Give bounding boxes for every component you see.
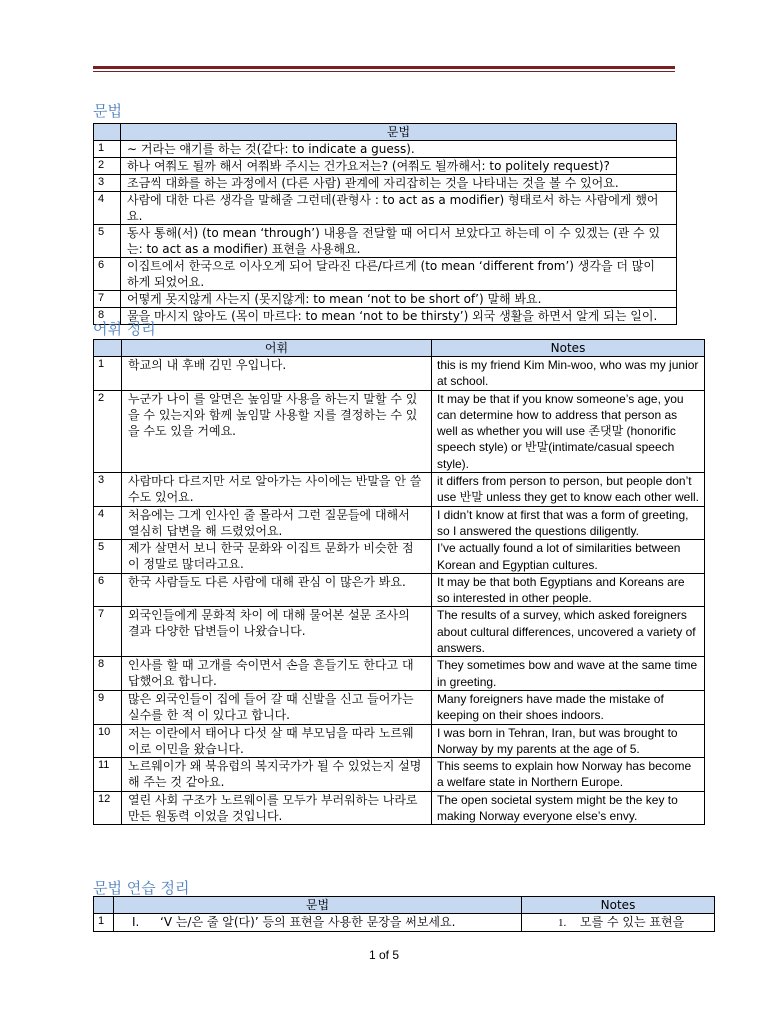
grammar-row (94, 175, 677, 192)
row-number: 6 (94, 573, 122, 607)
vocab-note: It may be that both Egyptians and Koreans are so interested in other people. (432, 573, 705, 607)
vocab-row (94, 690, 705, 724)
extra-table-header-kr: 문법 (114, 897, 522, 914)
vocab-note: I was born in Tehran, Iran, but was brought to Norway by my parents at the age of 5. (432, 724, 705, 758)
vocab-row (94, 390, 705, 472)
row-number: 9 (94, 690, 122, 724)
grammar-text: 물을 마시지 않아도 (목이 마르다: to mean ‘not to be thirsty’) 외국 생활을 하면서 알게 되는 일이. (121, 308, 677, 325)
extra-item-text: ‘V 는/은 줄 알(다)’ 등의 표현을 사용한 문장을 써보세요. (160, 915, 456, 929)
vocab-note: They sometimes bow and wave at the same time in greeting. (432, 657, 705, 691)
grammar-table-blank-header (94, 124, 121, 141)
vocab-sentence: 사람마다 다르지만 서로 알아가는 사이에는 반말을 안 쓸 수도 있어요. (122, 473, 432, 507)
row-number: 7 (94, 607, 122, 657)
vocab-table-header-kr: 어휘 (122, 340, 432, 357)
vocab-note: I’ve actually found a lot of similarities between Korean and Egyptian cultures. (432, 540, 705, 574)
row-number: 1 (94, 357, 122, 391)
grammar-row (94, 192, 677, 225)
vocab-note: Many foreigners have made the mistake of keeping on their shoes indoors. (432, 690, 705, 724)
row-number: 6 (94, 258, 121, 291)
extra-table-blank-header (94, 897, 114, 914)
grammar-text: 사람에 대한 다른 생각을 말해줄 그런데(관형사 : to act as a modifier) 형태로서 하는 사람에게 했어요. (121, 192, 677, 225)
grammar-rows (94, 141, 677, 325)
extra-note (522, 914, 715, 932)
row-number: 12 (94, 791, 122, 825)
vocab-sentence: 학교의 내 후배 김민 우입니다. (122, 357, 432, 391)
row-number: 4 (94, 192, 121, 225)
vocab-row (94, 357, 705, 391)
row-number: 1 (94, 914, 114, 932)
grammar-row (94, 141, 677, 158)
row-number: 5 (94, 225, 121, 258)
vocab-sentence: 많은 외국인들이 집에 들어 갈 때 신발을 신고 들어가는 실수를 한 적 이 있다고 합니다. (122, 690, 432, 724)
vocab-sentence: 열린 사회 구조가 노르웨이를 모두가 부러워하는 나라로 만든 원동력 이었을 것입니다. (122, 791, 432, 825)
vocab-sentence: 외국인들에게 문화적 차이 에 대해 물어본 설문 조사의 결과 다양한 답변들이 나왔습니다. (122, 607, 432, 657)
vocab-table-header-notes: Notes (432, 340, 705, 357)
row-number: 8 (94, 657, 122, 691)
extra-row (94, 914, 715, 932)
vocab-row (94, 607, 705, 657)
vocab-row (94, 506, 705, 540)
row-number: 10 (94, 724, 122, 758)
grammar-section-title: 문법 (93, 102, 122, 120)
row-number: 11 (94, 758, 122, 792)
row-number: 7 (94, 291, 121, 308)
grammar-row (94, 225, 677, 258)
row-number: 3 (94, 473, 122, 507)
vocab-row (94, 724, 705, 758)
vocab-sentence: 한국 사람들도 다른 사람에 대해 관심 이 많은가 봐요. (122, 573, 432, 607)
note-number: 1. (558, 917, 567, 929)
vocab-row (94, 540, 705, 574)
extra-section-title: 문법 연습 정리 (93, 879, 190, 897)
grammar-row (94, 291, 677, 308)
vocab-note: it differs from person to person, but people don’t use 반말 unless they get to know each other well. (432, 473, 705, 507)
grammar-row (94, 308, 677, 325)
grammar-text: 어떻게 못지않게 사는지 (못지않게: to mean ‘not to be short of’) 말해 봐요. (121, 291, 677, 308)
vocab-table-blank-header (94, 340, 122, 357)
extra-note-text: 모를 수 있는 표현을 (580, 915, 685, 929)
roman-numeral: I. (132, 915, 140, 929)
row-number: 5 (94, 540, 122, 574)
vocab-note: This seems to explain how Norway has become a welfare state in Northern Europe. (432, 758, 705, 792)
grammar-table-header: 문법 (121, 124, 677, 141)
vocab-table (93, 339, 705, 825)
row-number: 2 (94, 390, 122, 472)
vocab-section-title: 어휘 정리 (93, 320, 156, 338)
vocab-row (94, 758, 705, 792)
vocab-note: The results of a survey, which asked foreigners about cultural differences, uncovered a variety of answers. (432, 607, 705, 657)
vocab-sentence: 제가 살면서 보니 한국 문화와 이집트 문화가 비슷한 점이 정말로 많더라고요. (122, 540, 432, 574)
header-rule (93, 66, 675, 72)
vocab-note: It may be that if you know someone’s age, you can determine how to address that person as well as whether you will use 존댓말 (honorific speech style) or 반말(intimate/casual speech style). (432, 390, 705, 472)
row-number: 8 (94, 308, 121, 325)
grammar-text: ∼ 거라는 얘기를 하는 것(같다: to indicate a guess). (121, 141, 677, 158)
vocab-sentence: 누군가 나이 를 알면은 높임말 사용을 하는지 말할 수 있을 수 있는지와 함께 높임말 사용할 지를 결정하는 수 있을 수도 있을 거예요. (122, 390, 432, 472)
vocab-row (94, 657, 705, 691)
grammar-text: 동사 통해(서) (to mean ‘through’) 내용을 전달할 때 어디서 보았다고 하는데 이 수 있겠는 (관 수 있는: to act as a modifier) 표현을 사용해요. (121, 225, 677, 258)
extra-item (114, 914, 522, 932)
row-number: 2 (94, 158, 121, 175)
extra-table (93, 896, 715, 932)
grammar-text: 조금씩 대화를 하는 과정에서 (다른 사람) 관계에 자리잡히는 것을 나타내는 것을 볼 수 있어요. (121, 175, 677, 192)
vocab-note: The open societal system might be the key to making Norway everyone else’s envy. (432, 791, 705, 825)
vocab-sentence: 노르웨이가 왜 북유럽의 복지국가가 될 수 있었는지 설명해 주는 것 같아요. (122, 758, 432, 792)
grammar-row (94, 158, 677, 175)
row-number: 4 (94, 506, 122, 540)
row-number: 3 (94, 175, 121, 192)
vocab-sentence: 인사를 할 때 고개를 숙이면서 손을 흔들기도 한다고 대답했어요 합니다. (122, 657, 432, 691)
extra-table-header-notes: Notes (522, 897, 715, 914)
vocab-sentence: 처음에는 그게 인사인 줄 몰라서 그런 질문들에 대해서 열심히 답변을 해 드렸었어요. (122, 506, 432, 540)
grammar-row (94, 258, 677, 291)
grammar-table (93, 123, 677, 325)
vocab-row (94, 791, 705, 825)
grammar-text: 하나 여쭤도 될까 해서 여쭤봐 주시는 건가요저는? (여쭤도 될까해서: to politely request)? (121, 158, 677, 175)
vocab-note: this is my friend Kim Min-woo, who was my junior at school. (432, 357, 705, 391)
row-number: 1 (94, 141, 121, 158)
grammar-text: 이집트에서 한국으로 이사오게 되어 달라진 다른/다르게 (to mean ‘different from’) 생각을 더 많이 하게 되었어요. (121, 258, 677, 291)
vocab-row (94, 473, 705, 507)
vocab-row (94, 573, 705, 607)
vocab-note: I didn’t know at first that was a form of greeting, so I answered the questions diligently. (432, 506, 705, 540)
vocab-sentence: 저는 이란에서 태어나 다섯 살 때 부모님을 따라 노르웨이로 이민을 왔습니다. (122, 724, 432, 758)
page-footer: 1 of 5 (368, 948, 400, 962)
